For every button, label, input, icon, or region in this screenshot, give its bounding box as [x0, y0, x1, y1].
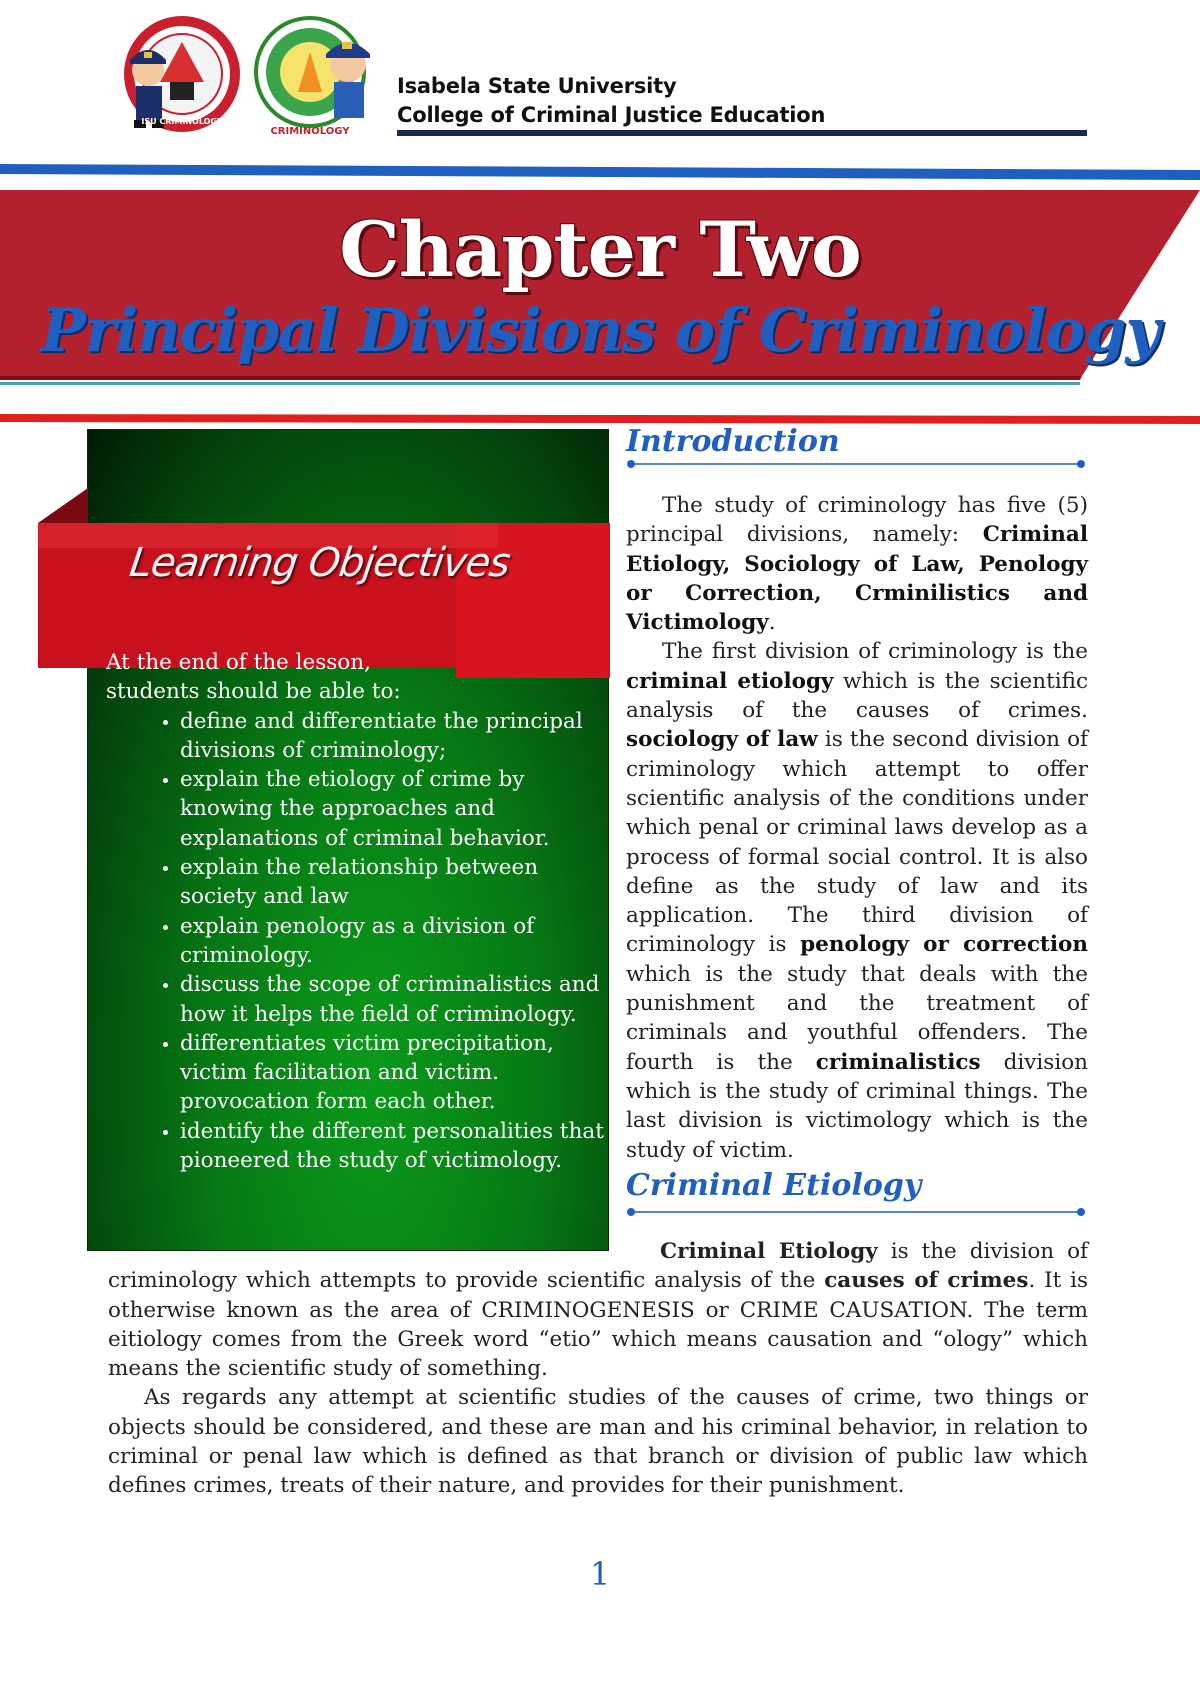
- isabela-state-seal-logo: [256, 18, 370, 137]
- blue-band: [0, 164, 1200, 182]
- criminology-seal-logo: [124, 16, 240, 132]
- chapter-title: Chapter Two: [339, 205, 861, 294]
- objectives-text: [106, 648, 606, 1175]
- etiology-paragraph-1: Criminal Etiology is the division of criminology which attempts to provide scientific analysis of the causes of crimes. It is otherwise known as the area of CRIMINOGENESIS or CRIME CAUSATION. The term eitiology comes from the Greek word “etio” which means causation and “ology” which means the scientific study of something.: [108, 1239, 1089, 1382]
- logo-right-caption: CRIMINOLOGY: [270, 126, 350, 137]
- objective-item: • differentiates victim precipitation, victim facilitation and victim. provocation form each other.: [180, 1029, 606, 1117]
- college-name: College of Criminal Justice Education: [397, 103, 826, 127]
- criminal-etiology-rule: [626, 1205, 1086, 1219]
- etiology-paragraph-2: As regards any attempt at scientific studies of the causes of crime, two things or objects should be considered, and these are man and his criminal behavior, in relation to criminal or penal law which is defined as that branch or division of public law which defines crimes, treats of their nature, and provides for their punishment.: [108, 1385, 1088, 1499]
- objectives-list: [106, 707, 606, 1176]
- criminal-etiology-body: [108, 1237, 1088, 1501]
- objective-item: • explain the etiology of crime by knowing the approaches and explanations of criminal behavior.: [180, 765, 606, 853]
- header-rule: [397, 130, 1087, 136]
- objective-item: • explain penology as a division of criminology.: [180, 912, 606, 971]
- institution-header: [397, 72, 825, 130]
- objectives-title: Learning Objectives: [126, 540, 513, 586]
- objectives-intro-line-2: students should be able to:: [106, 679, 401, 705]
- objective-item: • explain the relationship between society and law: [180, 853, 606, 912]
- logo-left-caption: ISU CRIMINOLOGY: [141, 117, 223, 126]
- chapter-subtitle: Principal Divisions of Criminology: [40, 296, 1160, 366]
- page-number: 1: [589, 1555, 611, 1593]
- red-band: [0, 410, 1200, 428]
- introduction-heading: Introduction: [626, 424, 840, 459]
- college-logos: [120, 12, 390, 142]
- introduction-rule: [626, 457, 1086, 471]
- intro-paragraph-2: The first division of criminology is the criminal etiology which is the scientific analysis of the causes of crimes. sociology of law is the second division of criminology which attempt to offer scientific analysis of the conditions under which penal or criminal laws develop as a process of formal social control. It is also define as the study of law and its application. The third division of criminology is penology or correction which is the study that deals with the punishment and the treatment of criminals and youthful offenders. The fourth is the criminalistics division which is the study of criminal things. The last division is victimology which is the study of victim.: [626, 639, 1089, 1163]
- criminal-etiology-heading: Criminal Etiology: [626, 1168, 922, 1203]
- introduction-body: [626, 491, 1088, 1165]
- objective-item: • identify the different personalities that pioneered the study of victimology.: [180, 1117, 606, 1176]
- objectives-intro-line-1: At the end of the lesson,: [106, 650, 371, 675]
- intro-paragraph-1: The study of criminology has five (5) principal divisions, namely: Criminal Etiology, Sociology of Law, Penology or Correction, Crminilistics and Victimology.: [626, 493, 1088, 636]
- university-name: Isabela State University: [397, 74, 677, 98]
- objective-item: • discuss the scope of criminalistics and how it helps the field of criminology.: [180, 970, 606, 1029]
- objective-item: • define and differentiate the principal divisions of criminology;: [180, 707, 606, 766]
